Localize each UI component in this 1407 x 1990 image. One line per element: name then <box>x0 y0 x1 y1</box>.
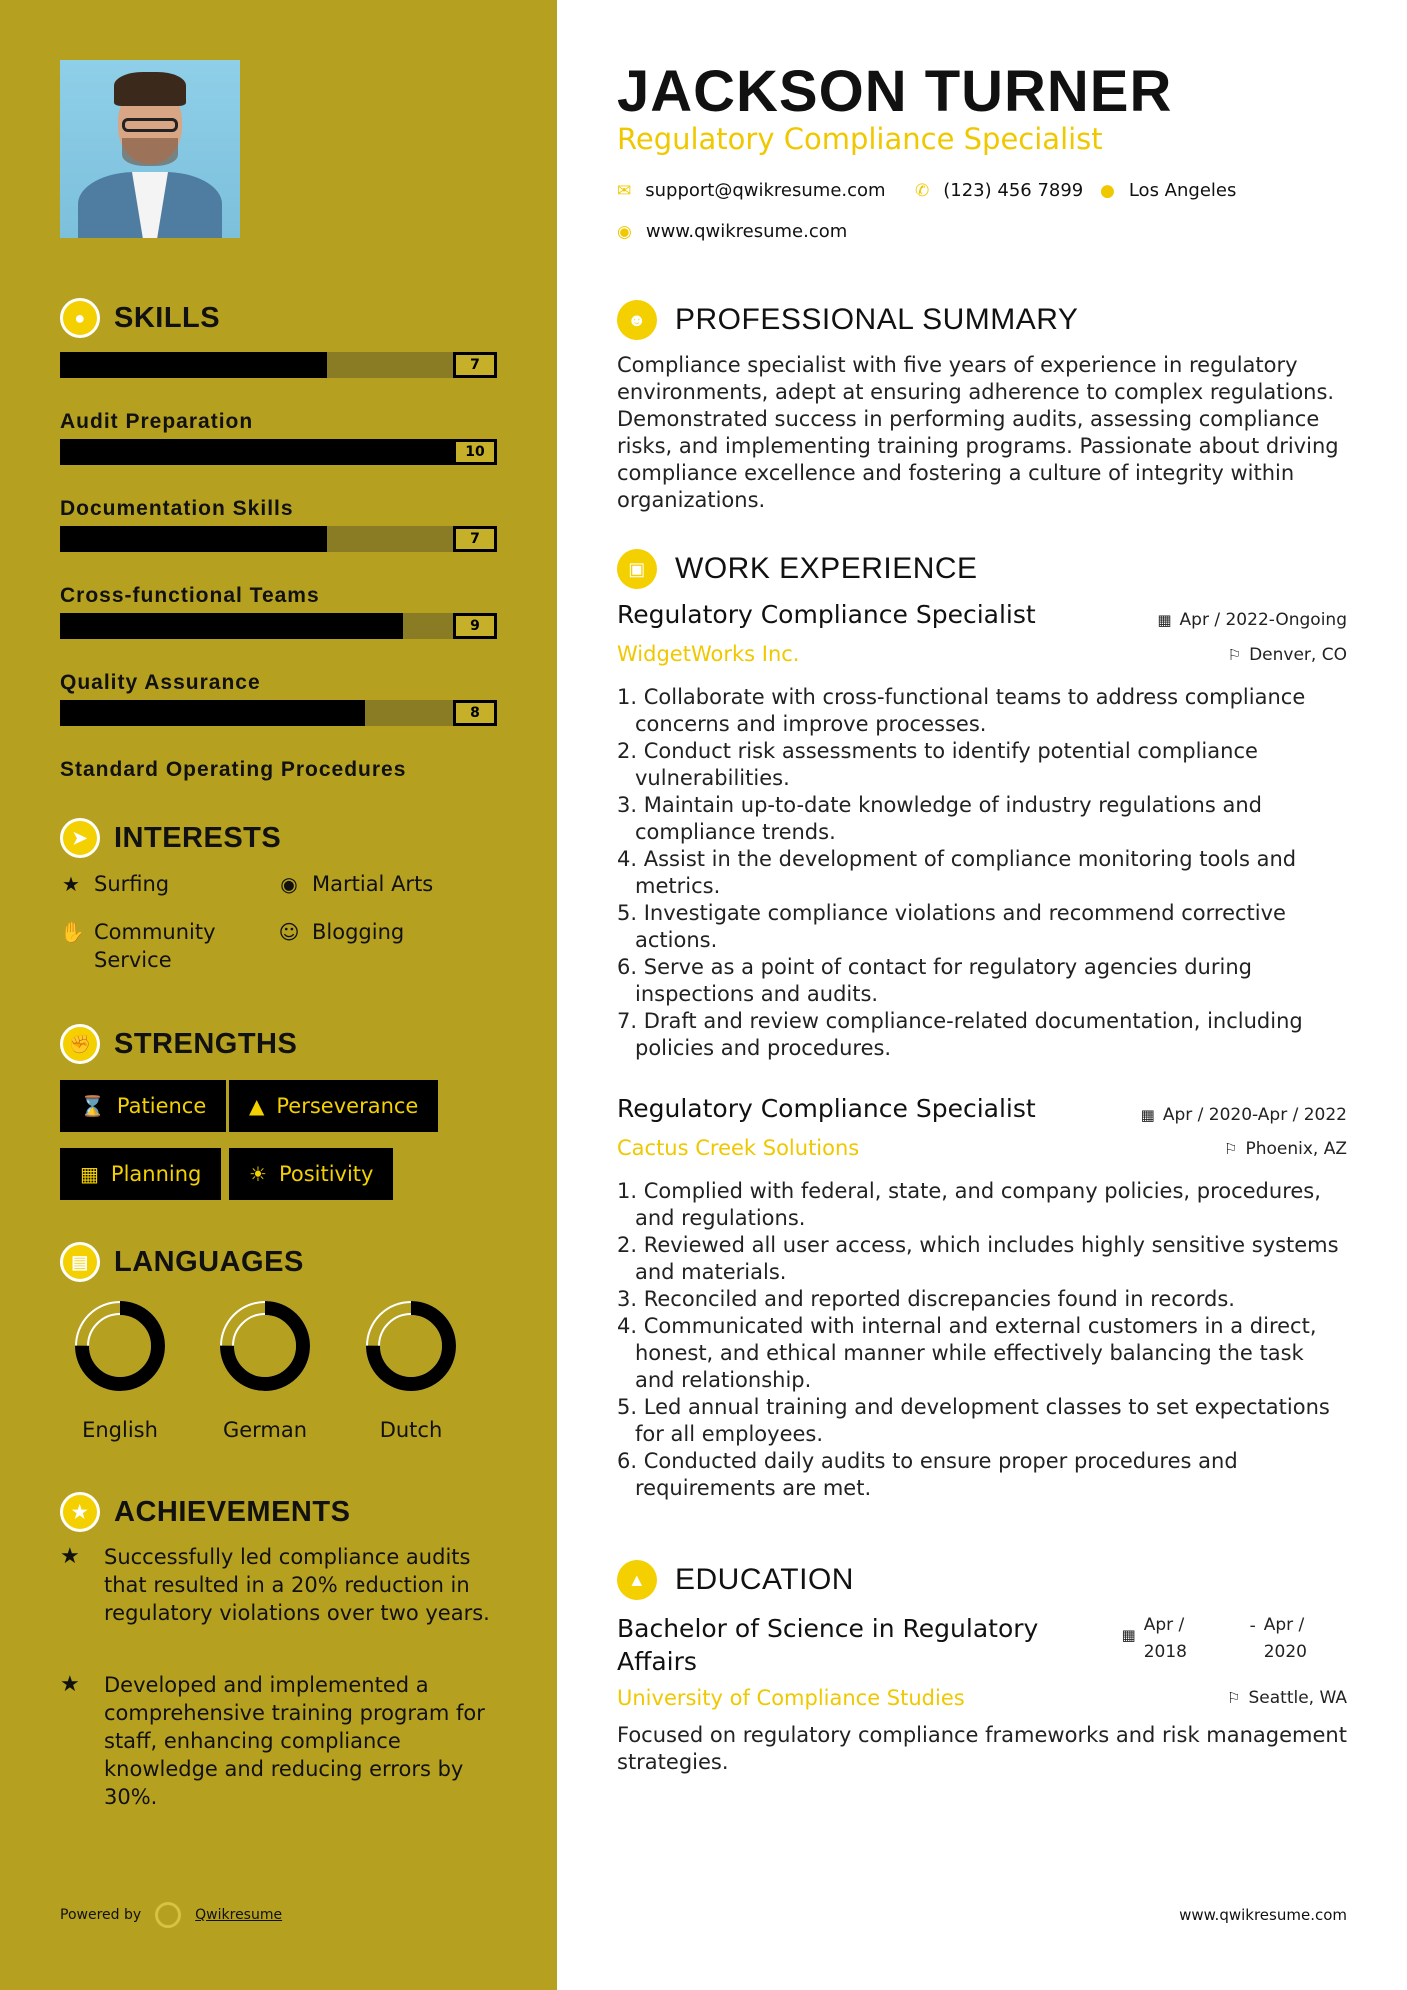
job-company: Cactus Creek Solutions <box>617 1136 860 1160</box>
job-title: Regulatory Compliance Specialist <box>617 600 1036 629</box>
skills-heading: ● SKILLS <box>60 298 220 338</box>
education-heading: ▲ EDUCATION <box>617 1560 854 1600</box>
language-item <box>70 1296 170 1442</box>
skill-bar <box>60 613 497 639</box>
achievement-item: ★ Developed and implemented a comprehensive training program for staff, enhancing compliance knowledge and reducing errors by 30%. <box>60 1672 485 1809</box>
strength-tag: ☀ Positivity <box>229 1148 393 1200</box>
languages-heading: ▤ LANGUAGES <box>60 1242 304 1282</box>
skill-bar-fill <box>60 526 327 552</box>
skill-level: 10 <box>453 439 497 465</box>
language-level-ring <box>361 1296 461 1396</box>
sidebar <box>0 0 557 1990</box>
skill-item <box>60 700 497 781</box>
achievements-heading: ★ ACHIEVEMENTS <box>60 1492 350 1532</box>
summary-heading: ☻ PROFESSIONAL SUMMARY <box>617 300 1078 340</box>
language-level-ring <box>70 1296 170 1396</box>
briefcase-icon: ▣ <box>617 549 657 589</box>
graduation-cap-icon: ▲ <box>617 1560 657 1600</box>
skill-bar <box>60 526 497 552</box>
envelope-icon: ✉ <box>617 180 632 201</box>
duty-item: Reconciled and reported discrepancies found in records. <box>643 1287 1235 1311</box>
skill-bar <box>60 700 497 726</box>
skill-bar-fill <box>60 352 327 378</box>
skill-bar <box>60 352 497 378</box>
powered-by: Powered by Qwikresume <box>60 1902 282 1928</box>
paper-plane-icon: ➤ <box>60 818 100 858</box>
globe-icon: ◉ <box>617 221 632 242</box>
interest-item: ◉ Martial Arts <box>278 870 433 898</box>
map-pin-icon: ● <box>1100 180 1115 201</box>
interest-item: ☺ Blogging <box>278 920 405 944</box>
binoculars-icon: ▲ <box>249 1094 265 1118</box>
language-name: Dutch <box>379 1418 443 1442</box>
language-icon: ▤ <box>60 1242 100 1282</box>
duty-item: Maintain up-to-date knowledge of industry regulations and compliance trends. <box>635 793 1262 844</box>
skill-bar-fill <box>60 700 365 726</box>
summary-text: Compliance specialist with five years of experience in regulatory environments, adept at ensuring adherence to complex regulations. Demonstrated success in performing audits, assessing compliance risks, and implementing training programs. Passionate about driving compliance excellence and fostering a culture of integrity within organizations. <box>617 353 1339 512</box>
skill-name: Cross-functional Teams <box>60 584 320 607</box>
shooting-star-icon: ★ <box>60 1672 80 1697</box>
qwikresume-link[interactable]: Qwikresume <box>195 1907 283 1923</box>
skill-name: Standard Operating Procedures <box>60 758 407 781</box>
job-location: ⚐ Phoenix, AZ <box>1224 1139 1347 1159</box>
calendar-icon: ▦ <box>1140 1106 1155 1124</box>
pin-icon: ⚐ <box>1227 646 1242 664</box>
education-description: Focused on regulatory compliance frameworks and risk management strategies. <box>617 1723 1347 1774</box>
duty-item: Investigate compliance violations and recommend corrective actions. <box>635 901 1286 952</box>
achievement-item: ★ Successfully led compliance audits that resulted in a 20% reduction in regulatory violations over two years. <box>60 1544 490 1625</box>
interest-item: ✋ Community Service <box>60 920 216 972</box>
duty-item: Conducted daily audits to ensure proper procedures and requirements are met. <box>635 1449 1238 1500</box>
strength-tag: ⌛ Patience <box>60 1080 226 1132</box>
language-level-ring <box>215 1296 315 1396</box>
contact-website[interactable]: ◉ www.qwikresume.com <box>617 221 848 242</box>
education-end-date: - Apr / 2020 <box>1249 1615 1307 1662</box>
hand-icon: ✋ <box>60 920 85 944</box>
skill-level: 8 <box>453 700 497 726</box>
duty-item: Complied with federal, state, and company policies, procedures, and regulations. <box>635 1179 1321 1230</box>
calendar-icon: ▦ <box>80 1162 99 1186</box>
calendar-icon: ▦ <box>1157 611 1172 629</box>
fist-icon: ✊ <box>60 1024 100 1064</box>
strengths-heading: ✊ STRENGTHS <box>60 1024 297 1064</box>
duty-item: Serve as a point of contact for regulatory agencies during inspections and audits. <box>635 955 1252 1006</box>
sun-icon: ☀ <box>249 1162 267 1186</box>
skill-level: 9 <box>453 613 497 639</box>
users-icon: ☺ <box>278 920 300 944</box>
job-duties <box>617 1178 1347 1502</box>
skill-bar-fill <box>60 439 453 465</box>
duty-item: Reviewed all user access, which includes highly sensitive systems and materials. <box>635 1233 1339 1284</box>
education-start-date: ▦ Apr / 2018 <box>1121 1615 1187 1662</box>
duty-item: Draft and review compliance-related documentation, including policies and procedures. <box>635 1009 1303 1060</box>
footer-url[interactable]: www.qwikresume.com <box>1179 1906 1347 1924</box>
language-item <box>361 1296 461 1442</box>
strength-tag: ▦ Planning <box>60 1148 221 1200</box>
contact-location: ● Los Angeles <box>1100 180 1237 201</box>
skill-item <box>60 613 497 694</box>
job-location: ⚐ Denver, CO <box>1227 645 1347 665</box>
job-title: Regulatory Compliance Specialist <box>617 1094 1036 1123</box>
candidate-role: Regulatory Compliance Specialist <box>617 122 1103 156</box>
star-badge-icon: ★ <box>60 1492 100 1532</box>
calendar-icon: ▦ <box>1121 1626 1136 1644</box>
shooting-star-icon: ★ <box>60 1544 80 1569</box>
skill-name: Quality Assurance <box>60 671 261 694</box>
globe-icon: ◉ <box>280 872 298 896</box>
language-item <box>215 1296 315 1442</box>
star-icon: ★ <box>62 872 80 896</box>
profile-photo <box>60 60 240 238</box>
skill-bar <box>60 439 497 465</box>
degree-title: Bachelor of Science in Regulatory Affairs <box>617 1614 1039 1676</box>
language-name: German <box>222 1418 308 1442</box>
duty-item: Collaborate with cross-functional teams to address compliance concerns and improve processes. <box>635 685 1306 736</box>
skill-name: Audit Preparation <box>60 410 254 433</box>
candidate-name: JACKSON TURNER <box>617 59 1173 124</box>
skill-level: 7 <box>453 352 497 378</box>
education-school: University of Compliance Studies <box>617 1686 965 1710</box>
skill-item <box>60 526 497 607</box>
job-company: WidgetWorks Inc. <box>617 642 800 666</box>
contact-email[interactable]: ✉ support@qwikresume.com <box>617 180 886 201</box>
interest-item: ★ Surfing <box>60 870 169 898</box>
interests-heading: ➤ INTERESTS <box>60 818 281 858</box>
pin-icon: ⚐ <box>1224 1140 1238 1158</box>
skill-item <box>60 352 497 433</box>
pin-icon: ⚐ <box>1227 1689 1241 1707</box>
education-location: ⚐ Seattle, WA <box>1227 1688 1347 1708</box>
job-dates: ▦ Apr / 2022-Ongoing <box>1157 610 1347 630</box>
skill-bar-fill <box>60 613 403 639</box>
strength-tag: ▲ Perseverance <box>229 1080 438 1132</box>
qwikresume-logo-icon <box>155 1902 181 1928</box>
skill-item <box>60 439 497 520</box>
contact-phone: ✆ (123) 456 7899 <box>915 180 1084 201</box>
phone-icon: ✆ <box>915 180 930 201</box>
duty-item: Communicated with internal and external customers in a direct, honest, and ethical manner while effectively balancing the task and relationship. <box>635 1314 1317 1392</box>
duty-item: Led annual training and development classes to set expectations for all employees. <box>635 1395 1330 1446</box>
duty-item: Assist in the development of compliance monitoring tools and metrics. <box>635 847 1297 898</box>
skill-level: 7 <box>453 526 497 552</box>
lightbulb-icon: ● <box>60 298 100 338</box>
skill-name: Documentation Skills <box>60 497 294 520</box>
hourglass-icon: ⌛ <box>80 1094 105 1118</box>
duty-item: Conduct risk assessments to identify potential compliance vulnerabilities. <box>635 739 1258 790</box>
job-dates: ▦ Apr / 2020-Apr / 2022 <box>1140 1105 1347 1125</box>
experience-heading: ▣ WORK EXPERIENCE <box>617 549 978 589</box>
language-name: English <box>82 1418 158 1442</box>
job-duties <box>617 684 1347 1062</box>
user-icon: ☻ <box>617 300 657 340</box>
